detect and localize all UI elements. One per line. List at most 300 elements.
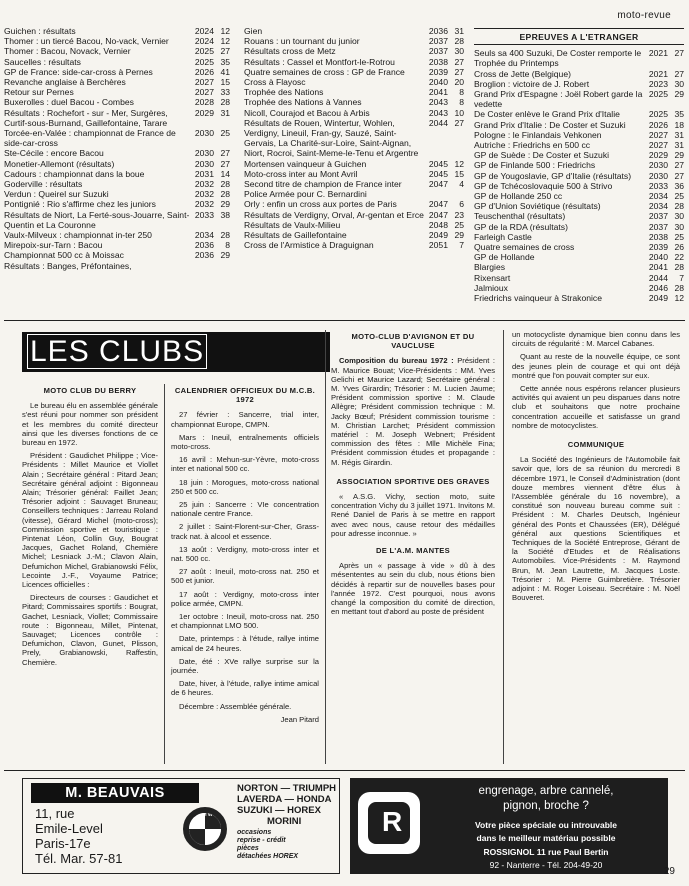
index-entry-page: 12 (674, 293, 684, 304)
bmw-logo-icon: B M W (183, 807, 227, 851)
ad-line: 92 - Nanterre - Tél. 204-49-20 (489, 860, 603, 870)
index-entry-page: 12 (454, 158, 464, 169)
index-entry-title: Mirepoix-sur-Tarn : Bacou (4, 240, 103, 251)
index-entry-title: Trophée des Nations à Vannes (244, 97, 362, 108)
index-entry (244, 57, 464, 67)
index-entry-page: 25 (220, 128, 230, 139)
column-divider (325, 330, 326, 764)
signature: Jean Pitard (280, 714, 319, 724)
index-entry-issue: 2033 (194, 209, 214, 220)
index-entry-page: 7 (459, 240, 464, 251)
ad-rossignol (350, 778, 668, 874)
index-entry (244, 240, 464, 250)
index-entry-page: 35 (220, 56, 230, 67)
index-entry-page: 36 (674, 180, 684, 191)
header-brand: moto-revue (617, 10, 671, 21)
index-entry-title: Thomer : un tiercé Bacou, No-vack, Vernier (4, 36, 169, 47)
index-entry (474, 262, 684, 272)
index-entry-page: 4 (459, 179, 464, 190)
index-entry-issue: 2049 (428, 230, 448, 241)
index-entry-page: 28 (220, 189, 230, 200)
paragraph: Directeurs de courses : Gaudichet et Pitard; Commissaires sportifs : Bougrat, Gachet, Lesniack, Viollet; Commissaire route : Bigonneau, Millet, Pintenat, Sauvaget; Licences contrôle : Defumichon, Clavon, Gunet, Plisson, Prely, Grabianowski, Raffestin, Chemière. (22, 593, 158, 667)
index-entry-page: 27 (220, 46, 230, 57)
index-entry (474, 48, 684, 68)
index-entry-page: 22 (674, 252, 684, 263)
index-entry-title: GP de Tchécoslovaquie 500 à Strivo (474, 180, 613, 191)
index-entry-title: Orly : enfin un cross aux portes de Paris (244, 199, 397, 210)
index-entry-title: Quatre semaines de cross (474, 242, 575, 253)
article-berry (22, 384, 158, 671)
index-entry-page: 27 (674, 170, 684, 181)
index-entry-title: GP de Suède : De Coster et Suzuki (474, 150, 610, 161)
index-entry-title: Résultats de Vaulx-Milieu (244, 219, 341, 230)
index-entry-issue: 2024 (194, 26, 214, 36)
index-entry (474, 89, 684, 109)
index-entry-page: 25 (674, 191, 684, 202)
paragraph: Après un « passage à vide » dû à des mésententes au sein du club, nous étions bien décidés à repartir sur de nouvelles bases pour l'année 1972. C'est pourquoi, nous avons changé la composition du comité de direction, en mettant tout d'abord au poste de président (331, 561, 495, 617)
article-heading: ASSOCIATION SPORTIVE DES GRAVES (336, 476, 490, 486)
index-entry-page: 23 (454, 209, 464, 220)
index-entry-issue: 2023 (648, 78, 668, 89)
index-entry-issue: 2025 (194, 46, 214, 57)
index-entry-page: 12 (220, 26, 230, 36)
paragraph: Cette année nous espérons relancer plusieurs activités qui avaient un peu disparues dans notre club et souhaitons que notre prochaine concentration accueille et satisfasse un grand nombre de motocyclistes. (512, 384, 680, 430)
index-entry-title: Grand Prix d'Italie : De Coster et Suzuki (474, 119, 626, 130)
calendar-entry: 17 août : Verdigny, moto-cross inter police armée, CMPN. (171, 589, 319, 608)
index-entry (244, 230, 464, 240)
index-entry (4, 250, 230, 260)
index-entry-issue: 2026 (194, 66, 214, 77)
index-entry (244, 26, 464, 36)
index-entry (4, 179, 230, 189)
index-entry (4, 240, 230, 250)
paragraph: Le bureau élu en assemblée générale s'est réuni pour nommer son président et les membres du comité directeur ainsi que les diverses fonctions de ce bureau en 1972. (22, 401, 158, 448)
index-entry-title: Résultats : Banges, Préfontaines, (4, 260, 132, 271)
index-entry-title: Trophée des Nations (244, 87, 324, 98)
calendar-entry: Date, hiver, à l'étude, rallye intime amical de 6 heures. (171, 679, 319, 698)
index-entry-issue: 2036 (194, 250, 214, 261)
index-entry-title: Blargies (474, 262, 506, 273)
index-entry-page: 20 (454, 77, 464, 88)
calendar-entry: Mars : Ineuil, entraînements officiels moto-cross. (171, 432, 319, 452)
index-entry-page: 15 (220, 77, 230, 88)
index-entry-issue: 2034 (648, 201, 668, 212)
index-entry (474, 222, 684, 232)
index-entry (4, 46, 230, 56)
index-entry (4, 148, 230, 158)
index-entry-page: 18 (674, 119, 684, 130)
index-entry-title: Championnat 500 cc à Moissac (4, 250, 124, 261)
calendar-entry: Décembre : Assemblée générale. (179, 701, 292, 711)
index-entry-page: 31 (674, 140, 684, 151)
index-entry-issue: 2038 (648, 231, 668, 242)
index-entry-title: GP de Finlande 500 : Friedrichs (474, 160, 596, 171)
ad-beauvais (22, 778, 340, 874)
index-entry-issue: 2045 (428, 168, 448, 179)
paragraph: La Société des Ingénieurs de l'Automobile fait savoir que, lors de sa réunion du mercredi 8 décembre 1971, le Conseil d'Administration (dont douze membres viennent d'être élus à l'Assemblée générale du 16 novembre), a constitué son nouveau bureau comme suit : Président : M. Charles Deutsch, Ingénieur général des Ponts et Chaussées (ER), Délégué général aux questions Scientifiques et Techniques de la Société Entreprose, Gérant de la Société d'Etudes et de Réalisations Automobiles. Vice-Présidents : M. Raymond Brun, M. Jean Lautrette, M. Jacques Loste. Trésorier : M. Pierre Guimbretière. Trésorier adjoint : M. Roger Loiseau. Secrétaire : M. Noël Bouveret. (512, 455, 680, 603)
index-entry-issue: 2045 (428, 158, 448, 169)
index-entry-issue: 2038 (428, 56, 448, 67)
index-entry-issue: 2040 (428, 77, 448, 88)
calendar-entry: 18 juin : Morogues, moto-cross national 250 et 500 cc. (171, 477, 319, 496)
ad-line: dans le meilleur matériau possible (476, 833, 616, 843)
index-entry-issue: 2043 (428, 97, 448, 108)
index-entry-issue: 2047 (428, 209, 448, 220)
index-entry (474, 79, 684, 89)
ad-brand-list: NORTON — TRIUMPH LAVERDA — HONDA SUZUKI — HOREX MORINI (237, 783, 337, 827)
index-entry-page: 27 (674, 68, 684, 79)
index-entry-title: Rixensart (474, 272, 511, 283)
index-entry-title: Retour sur Pernes (4, 87, 74, 98)
index-entry (244, 77, 464, 87)
index-entry-page: 35 (674, 109, 684, 120)
index-entry (4, 87, 230, 97)
index-entry-title: Nicoll, Courajod et Bacou à Arbis (244, 107, 370, 118)
index-entry (474, 273, 684, 283)
index-entry (4, 26, 230, 36)
index-entry-title: Goderville : résultats (4, 179, 83, 190)
index-entry-issue: 2037 (648, 221, 668, 232)
index-entry-issue: 2036 (194, 240, 214, 251)
index-column-2 (244, 26, 464, 250)
index-entry-issue: 2030 (648, 160, 668, 171)
index-entry-page: 28 (674, 201, 684, 212)
index-entry-page: 28 (454, 36, 464, 47)
index-entry-title: Autriche : Friedrichs en 500 cc (474, 140, 591, 151)
index-entry-title: GP de Hollande 250 cc (474, 191, 563, 202)
index-entry-page: 6 (459, 199, 464, 210)
index-entry-issue: 2029 (648, 150, 668, 161)
index-entry-page: 27 (674, 48, 684, 59)
index-entry-issue: 2027 (648, 140, 668, 151)
index-entry-issue: 2032 (194, 179, 214, 190)
index-entry-title: Second titre de champion de France inter Police Armée pour C. Bernardini (244, 179, 402, 200)
index-entry (474, 181, 684, 191)
index-entry-title: GP de Yougoslavie, GP d'Italie (résultats) (474, 170, 632, 181)
calendar-entry: Date, été : XVe rallye surprise sur la journée. (171, 656, 319, 676)
index-entry-issue: 2039 (648, 242, 668, 253)
ad-slogan: engrenage, arbre cannelé, pignon, broche ? (478, 785, 614, 812)
index-entry (474, 130, 684, 140)
index-entry-issue: 2046 (648, 282, 668, 293)
index-entry (244, 67, 464, 77)
index-entry-title: Saucelles : résultats (4, 56, 81, 67)
index-entry-title: Seuls sa 400 Suzuki, De Coster remporte le Trophée du Printemps (474, 48, 642, 69)
section-divider (4, 320, 685, 321)
index-entry-page: 15 (454, 168, 464, 179)
index-entry-title: Farleigh Castle (474, 231, 532, 242)
column-divider (503, 330, 504, 764)
index-entry-title: Vaulx-Milveux : championnat in-ter 250 (4, 230, 152, 241)
article-column-3 (331, 330, 495, 620)
index-entry (244, 220, 464, 230)
index-entry-title: Mortensen vainqueur à Guichen (244, 158, 367, 169)
index-entry (474, 69, 684, 79)
index-entry-issue: 2034 (194, 230, 214, 241)
index-entry (474, 120, 684, 130)
index-entry-page: 8 (459, 87, 464, 98)
index-entry-title: Résultats de Gaillefontaine (244, 230, 347, 241)
paragraph: Composition du bureau 1972 : Président : M. Maurice Bouat; Vice-Présidents : MM. Yves Gelichi et Maurice Lazard; Secrétaire général : M. Yves Girardin; Trésorier : M. Lucien Jaume; Président commission sportive : M. Claude Allègre; Président commission technique : M. Jacky Bœuf; Président commission tourisme : M. Christian Larchet; Président commission matériel : M. Joseph Webnert; Président commission des fêtes : Mlle Michèle Fina; Président commission études et propagande : M. Régis Girardin. (331, 356, 495, 467)
ad-services: occasions reprise - crédit pièces détachées HOREX (237, 829, 299, 860)
index-entry-issue: 2033 (648, 180, 668, 191)
index-entry-title: Jalmioux (474, 282, 508, 293)
index-entry-title: De Coster enlève le Grand Prix d'Italie (474, 109, 620, 120)
index-entry-issue: 2030 (648, 170, 668, 181)
index-entry-title: Gien (244, 26, 263, 36)
index-entry-issue: 2030 (194, 158, 214, 169)
index-entry-title: GP de la RDA (résultats) (474, 221, 568, 232)
index-entry-issue: 2027 (648, 129, 668, 140)
index-entry (244, 97, 464, 107)
index-entry (474, 191, 684, 201)
index-entry-title: Friedrichs vainqueur à Strakonice (474, 293, 603, 304)
clubs-banner-title: LES CLUBS (30, 335, 205, 368)
index-entry-title: Broglion : victoire de J. Robert (474, 78, 590, 89)
index-entry-page: 29 (674, 150, 684, 161)
index-entry-issue: 2032 (194, 189, 214, 200)
section-divider (4, 770, 685, 771)
index-entry-issue: 2025 (194, 56, 214, 67)
index-entry-issue: 2021 (648, 48, 668, 59)
index-entry-title: Revanche anglaise à Berchères (4, 77, 126, 88)
index-entry (4, 159, 230, 169)
index-entry-page: 8 (225, 240, 230, 251)
index-entry (474, 171, 684, 181)
ad-address: 11, rue Emile-Level Paris-17e Tél. Mar. 57-81 (35, 806, 123, 866)
index-entry (474, 140, 684, 150)
index-entry-page: 8 (459, 97, 464, 108)
index-entry-page: 30 (674, 78, 684, 89)
index-entry-issue: 2021 (648, 68, 668, 79)
index-entry-page: 27 (454, 56, 464, 67)
index-entry (474, 150, 684, 160)
index-entry (244, 36, 464, 46)
index-column-1 (4, 26, 230, 271)
index-heading-rule (474, 44, 684, 45)
index-entry-issue: 2040 (648, 252, 668, 263)
index-entry (474, 242, 684, 252)
ad-line: Votre pièce spéciale ou introuvable (474, 820, 618, 830)
calendar-entry: 1er octobre : Ineuil, moto-cross nat. 250 et championnat LMO 500. (171, 612, 319, 631)
index-entry-page: 27 (674, 160, 684, 171)
index-entry-page: 26 (674, 242, 684, 253)
paragraph: Président : Gaudichet Philippe ; Vice-Présidents : Millet Maurice et Viollet Alain ; Secrétaire général : Pitard Jean; Secrétaire général adjoint : Bigonneau Alain; Trésorier général: Faillet Jean; Trésorier adjoint : Sauvaget Bruneau; Conseillers techniques : Jarreau Roland (vitesse), Gérard Michel (moto-cross); Commission sportive et touristique : Pintenat Léon, Collin Guy, Bougrat Jacques, Gachet Roland, Chemière Michel; Lesniack J.-M.; Clavon Alain, Defumichon Michel, Grabianowski Félix, Lecointe J.-F., Voyaume Patrice; Licences officielles : (22, 451, 158, 590)
index-entry-title: Torcée-en-Valée : championnat de France de side-car-cross (4, 128, 176, 149)
index-entry-page: 33 (220, 87, 230, 98)
page-number: 29 (663, 866, 675, 877)
index-entry-issue: 2047 (428, 199, 448, 210)
index-entry-title: Résultats cross de Metz (244, 46, 336, 57)
index-entry (4, 210, 230, 230)
index-entry-issue: 2029 (194, 107, 214, 118)
index-entry-page: 28 (674, 282, 684, 293)
index-entry-issue: 2037 (428, 46, 448, 57)
ad-dealer-name: M. BEAUVAIS (31, 783, 199, 803)
index-entry-issue: 2027 (194, 87, 214, 98)
article-heading: DE L'A.M. MANTES (375, 546, 451, 556)
clubs-banner (22, 332, 330, 372)
index-entry-page: 12 (220, 36, 230, 47)
index-entry (4, 57, 230, 67)
index-entry-page: 31 (454, 26, 464, 36)
calendar-entry: 13 août : Verdigny, moto-cross inter et nat. 500 cc. (171, 544, 319, 564)
index-entry (244, 210, 464, 220)
index-entry (474, 160, 684, 170)
index-entry-title: Pontignié : Rio s'affirme chez les juniors (4, 199, 156, 210)
index-entry (4, 67, 230, 77)
calendar-entry: 25 juin : Sancerre : VIe concentration nationale centre France. (171, 500, 319, 519)
index-entry-title: GP de Hollande (474, 252, 535, 263)
index-entry-page: 27 (220, 158, 230, 169)
index-entry-issue: 2026 (648, 119, 668, 130)
index-entry-issue: 2039 (428, 66, 448, 77)
index-entry-title: Thomer : Bacou, Novack, Vernier (4, 46, 131, 57)
index-entry (474, 293, 684, 303)
index-entry (244, 87, 464, 97)
index-entry (4, 36, 230, 46)
calendar-entry: Date, printemps : à l'étude, rallye intime amical de 24 heures. (171, 634, 319, 653)
index-entry-page: 38 (220, 209, 230, 220)
index-entry-page: 25 (674, 231, 684, 242)
index-entry (244, 199, 464, 209)
index-entry-title: Quatre semaines de cross : GP de France (244, 66, 405, 77)
index-heading-rule (474, 28, 684, 29)
index-entry-page: 29 (674, 89, 684, 100)
index-entry-issue: 2044 (428, 117, 448, 128)
index-entry (4, 261, 230, 271)
index-entry (4, 230, 230, 240)
article-heading: COMMUNIQUE (567, 440, 625, 450)
index-entry-issue: 2034 (648, 191, 668, 202)
index-entry-page: 41 (220, 66, 230, 77)
index-entry-issue: 2036 (428, 26, 448, 36)
index-entry (244, 46, 464, 56)
index-entry-title: Monetier-Allemont (résultats) (4, 158, 115, 169)
index-entry (244, 118, 464, 159)
index-heading: EPREUVES A L'ETRANGER (519, 32, 639, 42)
index-entry-page: 7 (679, 272, 684, 283)
index-entry-issue: 2051 (428, 240, 448, 251)
index-entry-page: 30 (454, 46, 464, 57)
index-entry-page: 29 (220, 250, 230, 261)
index-entry-issue: 2037 (648, 211, 668, 222)
column-divider (164, 384, 165, 764)
index-entry-title: Cross à Flayosc (244, 77, 306, 88)
paragraph: « A.S.G. Vichy, section moto, suite concentration Vichy du 3 juillet 1971. Invitons M. René Daniel de Paris à se mettre en rapport avec avec nous, cause retour des médailles pour adresse inconnue. » (331, 492, 495, 538)
index-entry-page: 27 (454, 117, 464, 128)
index-entry (4, 128, 230, 148)
index-entry (4, 108, 230, 128)
index-entry-page: 30 (674, 211, 684, 222)
index-entry-page: 25 (454, 219, 464, 230)
article-heading: MOTO CLUB DU BERRY (43, 386, 137, 395)
index-entry-page: 10 (454, 107, 464, 118)
index-entry-title: Résultats de Rouen, Wintertur, Wohlen, Verdigny, Lineuil, Fran-gy, Sauzé, Saint-Gervais, La Charité-sur-Loire, Saint-Aignan, Niort, Rocroi, Saint-Meme-le-Tenu et Argentre (244, 117, 419, 159)
index-entry (244, 108, 464, 118)
calendar-entry: 27 août : Ineuil, moto-cross nat. 250 et 500 et junior. (171, 567, 319, 586)
paragraph: un motocycliste dynamique bien connu dans les circuits de régularité : M. Marcel Cabanes. (512, 330, 680, 349)
index-entry-title: GP de France: side-car-cross à Pernes (4, 66, 153, 77)
index-entry-issue: 2027 (194, 77, 214, 88)
index-entry-title: Cadours : championnat dans la boue (4, 168, 145, 179)
index-entry-issue: 2025 (648, 109, 668, 120)
index-entry-issue: 2025 (648, 89, 668, 100)
index-entry-issue: 2041 (428, 87, 448, 98)
index-entry (474, 252, 684, 262)
index-entry-page: 28 (220, 97, 230, 108)
index-entry-issue: 2028 (194, 97, 214, 108)
paragraph: Quant au reste de la nouvelle équipe, ce sont des jeunes plein de courage et qui ont déjà montré que l'on pouvait compter sur eux. (512, 352, 680, 380)
index-entry-title: Moto-cross inter au Mont Avril (244, 168, 358, 179)
index-entry (4, 199, 230, 209)
index-entry-issue: 2030 (194, 128, 214, 139)
index-entry-issue: 2024 (194, 36, 214, 47)
index-entry-title: Cross de Jette (Belgique) (474, 68, 571, 79)
index-entry (474, 211, 684, 221)
index-entry-title: Résultats : Cassel et Montfort-le-Rotrou (244, 56, 395, 67)
index-entry-title: Résultats de Verdigny, Orval, Ar-gentan et Erce (244, 209, 424, 220)
calendar-entry: 2 juillet : Saint-Florent-sur-Cher, Grass-track nat. à alcool et essence. (171, 522, 319, 541)
index-entry (474, 232, 684, 242)
index-entry (244, 159, 464, 169)
index-entry-title: Guichen : résultats (4, 26, 76, 36)
index-entry-issue: 2041 (648, 262, 668, 273)
index-entry-title: Pologne : le Finlandais Vehkonen (474, 129, 602, 140)
article-calendrier (171, 384, 319, 724)
index-entry-title: Cross de l'Armistice à Draguignan (244, 240, 374, 251)
index-entry-issue: 2032 (194, 199, 214, 210)
index-entry-page: 29 (220, 199, 230, 210)
index-entry-page: 28 (220, 230, 230, 241)
index-entry-page: 28 (220, 179, 230, 190)
index-entry (474, 109, 684, 119)
index-entry (4, 169, 230, 179)
index-entry-page: 27 (220, 148, 230, 159)
index-entry-title: Verdun : Queirel sur Suzuki (4, 189, 109, 200)
index-entry-page: 30 (674, 221, 684, 232)
index-entry-issue: 2049 (648, 293, 668, 304)
calendar-entry: 16 avril : Mehun-sur-Yèvre, moto-cross inter et national 500 cc. (171, 455, 319, 474)
index-entry (474, 283, 684, 293)
index-entry-title: Teuschenthal (résultats) (474, 211, 566, 222)
index-entry-title: Ste-Cécile : encore Bacou (4, 148, 104, 159)
index-entry-issue: 2031 (194, 168, 214, 179)
article-heading: CALENDRIER OFFICIEUX DU M.C.B. 1972 (174, 386, 316, 405)
index-entry-issue: 2044 (648, 272, 668, 283)
index-entry (474, 201, 684, 211)
index-column-3 (474, 26, 684, 303)
index-entry (4, 97, 230, 107)
index-entry-page: 27 (454, 66, 464, 77)
index-entry-page: 14 (220, 168, 230, 179)
index-entry-page: 31 (220, 107, 230, 118)
index-entry-issue: 2043 (428, 107, 448, 118)
rossignol-logo-icon: R (358, 792, 420, 854)
index-entry-title: Rouans : un tournant du junior (244, 36, 360, 47)
index-entry-issue: 2048 (428, 219, 448, 230)
index-entry-page: 28 (674, 262, 684, 273)
index-entry-issue: 2037 (428, 36, 448, 47)
index-entry-page: 31 (674, 129, 684, 140)
index-entry-title: Résultats de Niort, La Ferté-sous-Jouarre, Saint-Quentin et La Couronne (4, 209, 190, 230)
calendar-entry: 27 février : Sancerre, trial inter, championnat Europe, CMPN. (171, 410, 319, 429)
index-entry-title: GP d'Union Soviétique (résultats) (474, 201, 601, 212)
article-column-4 (512, 330, 680, 606)
index-entry-issue: 2030 (194, 148, 214, 159)
ad-line: ROSSIGNOL 11 rue Paul Bertin (483, 847, 609, 857)
index-entry-title: Résultats : Rochefort - sur - Mer, Surgères, Curtif-sous-Burnand, Gaillefontaine, Tarare (4, 107, 168, 128)
